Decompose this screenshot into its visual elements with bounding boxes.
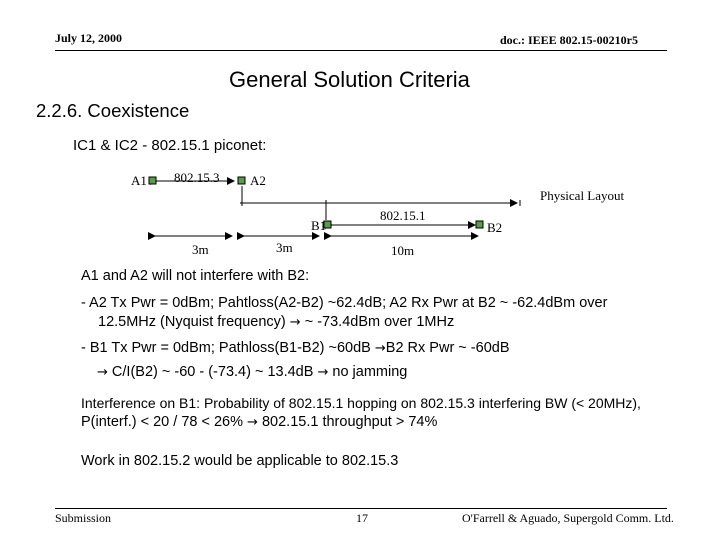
interference-line-2 <box>81 414 437 430</box>
bullet-2-line-1-a: - B1 Tx Pwr = 0dBm; Pathloss(B1-B2) ~60dB <box>81 340 375 356</box>
distance-2-label: 3m <box>276 240 293 255</box>
interference-line-2-b: 802.15.1 throughput > 74% <box>257 414 438 430</box>
header-date: July 12, 2000 <box>55 31 123 45</box>
bullet-2-line-2 <box>97 364 407 380</box>
section-heading: 2.2.6. Coexistence <box>36 100 190 121</box>
arrow-icon: → <box>97 365 108 380</box>
distance-3-label: 10m <box>391 243 415 258</box>
bullet-2-line-1-b: B2 Rx Pwr ~ -60dB <box>385 340 510 356</box>
node-a1-label: A1 <box>131 173 147 188</box>
intro-text: A1 and A2 will not interfere with B2: <box>81 268 310 284</box>
arrow-icon: → <box>289 315 301 330</box>
arrow-icon: → <box>317 365 329 380</box>
closing-text: Work in 802.15.2 would be applicable to 802.15.3 <box>81 453 399 469</box>
bullet-1-line-2-b: ~ -73.4dBm over 1MHz <box>300 314 455 330</box>
distance-1-label: 3m <box>192 242 209 257</box>
footer-author: O'Farrell & Aguado, Supergold Comm. Ltd. <box>462 511 674 525</box>
node-a1-marker <box>149 177 156 184</box>
bullet-2-line-2-a: C/I(B2) ~ -60 - (-73.4) ~ 13.4dB <box>107 364 318 380</box>
node-b2-marker <box>476 221 483 228</box>
layout-label: Physical Layout <box>540 188 625 203</box>
node-a2-label: A2 <box>250 173 266 188</box>
footer-rule <box>55 508 667 509</box>
interference-line-1: Interference on B1: Probability of 802.15.1 hopping on 802.15.3 interfering BW (< 20MHz), <box>81 395 641 411</box>
node-a2-marker <box>238 177 245 184</box>
link-a-label: 802.15.3 <box>174 170 220 185</box>
node-b2-label: B2 <box>487 220 503 235</box>
bullet-2-line-2-b: no jamming <box>328 364 408 380</box>
bullet-2-line-1 <box>81 340 510 356</box>
footer-page-number: 17 <box>356 511 368 525</box>
bullet-1-line-2-a: 12.5MHz (Nyquist frequency) <box>98 314 290 330</box>
slide-title: General Solution Criteria <box>229 67 470 92</box>
header-doc-id: doc.: IEEE 802.15-00210r5 <box>500 33 638 47</box>
link-b-label: 802.15.1 <box>380 208 426 223</box>
bullet-1-line-2 <box>98 314 454 330</box>
node-b1-label: B1 <box>311 218 327 233</box>
arrow-icon: → <box>374 341 386 356</box>
interference-line-2-a: P(interf.) < 20 / 78 < 26% <box>81 414 248 430</box>
subheading: IC1 & IC2 - 802.15.1 piconet: <box>73 137 267 154</box>
arrow-icon: → <box>247 415 258 430</box>
footer-submission: Submission <box>55 511 112 525</box>
bullet-1-line-1: - A2 Tx Pwr = 0dBm; Pahtloss(A2-B2) ~62.4dB; A2 Rx Pwr at B2 ~ -62.4dBm over <box>81 295 608 311</box>
